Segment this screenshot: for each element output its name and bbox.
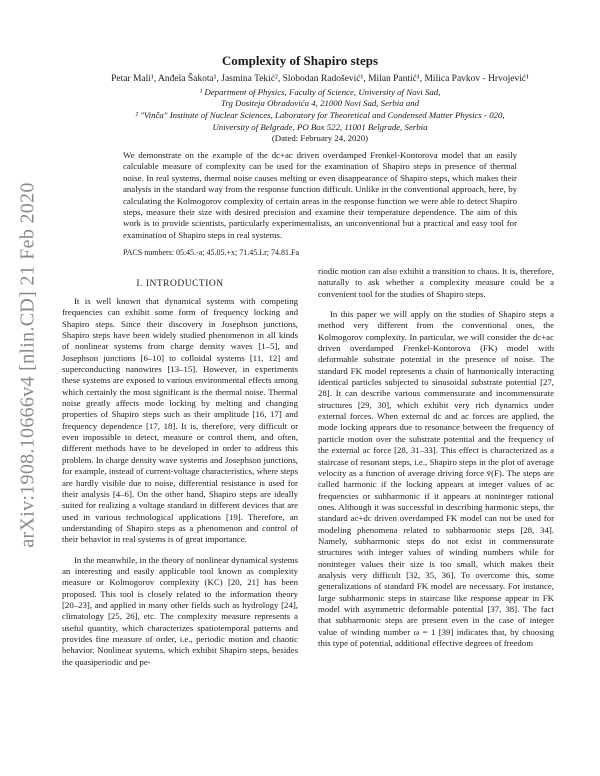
date-line: (Dated: February 24, 2020): [271, 133, 369, 143]
pacs-numbers: PACS numbers: 05.45.-a; 45.05.+x; 71.45.Lr; 74.81.Fa: [123, 248, 299, 257]
author-list: Petar Mali¹, Anđela Šakota¹, Jasmina Tekić², Slobodan Radošević¹, Milan Pantić¹, Milica Pavkov - Hrvojević¹: [111, 74, 529, 84]
right-paragraph-1: riodic motion can also exhibit a transition to chaos. It is, therefore, naturally to ask whether a complexity measure could be a convenient tool for the studies of Shapiro steps.: [318, 266, 554, 299]
abstract: We demonstrate on the example of the dc+ac driven overdamped Frenkel-Kontorova model that an easily calculable measure of complexity can be used for the examination of Shapiro steps in presence of thermal noise. In real systems, thermal noise causes melting or even disappearance of Shapiro steps, which makes their analysis in the standard way from the response function difficult. Unlike in the conventional approach, here, by calculating the Kolmogorov complexity of certain areas in the response function we were able to detect Shapiro steps, measure their size with desired precision and examine their temperature dependence. The aim of this work is to provide scientists, particularly experimentalists, an unconventional but a practical and easy tool for examination of Shapiro steps in real systems.: [123, 150, 517, 240]
affiliation-line-4: University of Belgrade, PO Box 522, 11001 Belgrade, Serbia: [212, 122, 428, 132]
affiliation-line-3: ² "Vinča" Institute of Nuclear Sciences, Laboratory for Theoretical and Condensed Matter Physics - 020,: [135, 110, 505, 120]
affiliation-line-2: Trg Dositeja Obradovića 4, 21000 Novi Sad, Serbia and: [220, 98, 420, 108]
left-paragraph-1: It is well known that dynamical systems with competing frequencies can exhibit some form of frequency locking and Shapiro steps. Since their discovery in Josephson junctions, Shapiro steps have been widely studied phenomenon in all kinds of nonlinear systems from charge density waves [1–5], and Josephson junctions [6–10] to colloidal systems [11, 12] and superconducting nanowires [13–15]. However, in experiments these systems are exposed to various environmental effects among which certainly the most significant is the thermal noise. Thermal noise greatly affects mode locking by melting and changing properties of Shapiro steps such as their amplitude [16, 17] and frequency dependence [17, 18]. It is, therefore, very difficult or even impossible to detect, measure or control them, and often, different methods have to be developed in order to address this problem. In charge density wave systems and Josephson junctions, for example, instead of current-voltage characteristics, where steps are hardly visible due to noise, differential resistance is used for their analysis [4–6]. On the other hand, Shapiro steps are ideally suited for realizing a voltage standard in different devices that are used in various technological applications [19]. Therefore, an understanding of Shapiro steps as a phenomenon and control of their behavior in real systems is of great importance.: [62, 296, 298, 545]
section-heading-introduction: I. INTRODUCTION: [136, 279, 224, 289]
right-paragraph-2: In this paper we will apply on the studies of Shapiro steps a method very different from the conventional ones, the Kolmogorov complexity. In particular, we will consider the dc+ac driven overdamped Frenkel-Kontorova (FK) model with deformable substrate potential in the presence of noise. The standard FK model represents a chain of harmonically interacting identical particles subjected to sinusoidal substrate potential [27, 28]. It can describe various commensurate and incommensurate structures [29, 30], which exhibit very rich dynamics under external forces. When external dc and ac forces are applied, the mode locking appears due to resonance between the frequency of particle motion over the substrate potential and the frequency of the external ac force [28, 31–33]. This effect is characterized as a staircase of resonant steps, i.e., Shapiro steps in the plot of average velocity as a function of average driving force v̄(F). The steps are called harmonic if the locking appears at integer values of ac frequencies or subharmonic if it appears at noninteger rational ones. Although it was successful in describing harmonic steps, the standard ac+dc driven overdamped FK model can not be used for modeling phenomena related to subharmonic steps [28, 34]. Namely, subharmonic steps do not exist in commensurate structures with integer values of winding numbers while for noninteger values their size is too small, which makes their analysis very difficult [32, 35, 36]. To overcome this, some generalizations of standard FK model are necessary. For instance, large subharmonic steps in staircase like response appear in FK model with asymmetric deformable potential [37, 38]. The fact that subharmonic steps are present even in the case of integer value of winding number ω = 1 [39] indicates that, by choosing this type of potential, additional effective degrees of freedom: [318, 309, 554, 648]
paper-title: Complexity of Shapiro steps: [221, 53, 379, 68]
affiliation-line-1: ¹ Department of Physics, Faculty of Science, University of Novi Sad,: [199, 87, 441, 97]
right-column: [318, 266, 554, 649]
left-paragraph-2: In the meanwhile, in the theory of nonlinear dynamical systems an interesting and easily applicable tool known as complexity measure or Kolmogorov complexity (KC) [20, 21] has been proposed. This tool is closely related to the information theory [20–23], and applied in many other fields such as hydrology [24], climatology [25, 26], etc. The complexity measure represents a useful quantity, which characterizes spatiotemporal patterns and provides fine measure of order, i.e., periodic motion and chaotic behavior. Nonlinear systems, which exhibit Shapiro steps, besides the quasiperiodic and pe-: [62, 554, 298, 667]
arxiv-identifier: [8, 150, 48, 580]
arxiv-identifier-text: arXiv:1908.10666v4 [nlin.CD] 21 Feb 2020: [16, 182, 39, 548]
left-column: [62, 296, 298, 668]
